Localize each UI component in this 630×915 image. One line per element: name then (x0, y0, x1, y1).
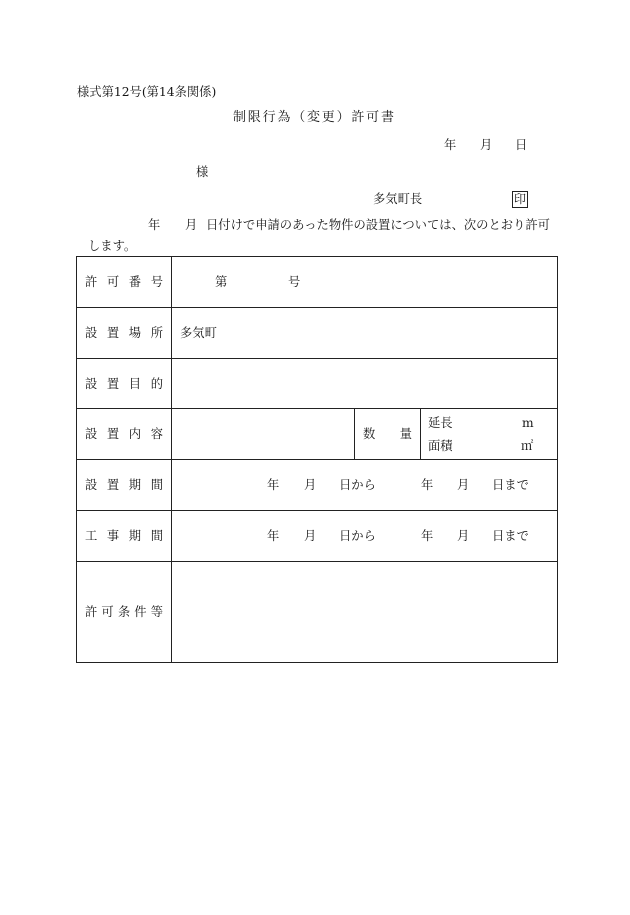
area-label: 面積 (428, 438, 453, 453)
body-text-continued: します。 (88, 239, 137, 253)
document-title: 制限行為（変更）許可書 (233, 110, 394, 125)
permit-number-suffix: 号 (288, 275, 301, 289)
permit-table (76, 256, 558, 663)
length-label: 延長 (428, 415, 453, 430)
issue-date-day: 日 (515, 138, 528, 152)
location-value: 多気町 (180, 326, 217, 340)
construction-from-year: 年 (267, 529, 280, 543)
purpose-label: 設置目的 (85, 376, 163, 391)
purpose-label-cell (77, 359, 172, 409)
issuer-name: 多気町長 (373, 192, 423, 206)
installation-from-month: 月 (304, 478, 317, 492)
permit-number-label: 許可番号 (85, 275, 163, 289)
installation-to-month: 月 (457, 478, 470, 492)
construction-to-day: 日まで (492, 529, 529, 543)
permit-number-prefix: 第 (215, 275, 228, 289)
quantity-label-cell (355, 409, 421, 460)
location-value-cell (172, 308, 558, 359)
construction-from-month: 月 (304, 529, 317, 543)
construction-to-year: 年 (421, 529, 434, 543)
permit-number-value-cell (172, 257, 558, 308)
table-row-purpose (77, 359, 558, 409)
recipient-honorific: 様 (196, 165, 209, 179)
table-row-conditions (77, 562, 558, 663)
installation-to-year: 年 (421, 478, 434, 492)
permit-number-label-cell (77, 257, 172, 308)
location-label: 設置場所 (85, 326, 163, 340)
conditions-value-cell (172, 562, 558, 663)
quantity-value-cell (421, 409, 558, 460)
table-row-installation-period (77, 460, 558, 511)
construction-to-month: 月 (457, 529, 470, 543)
content-label-cell (77, 409, 172, 460)
construction-period-value-cell (172, 511, 558, 562)
purpose-value-cell (172, 359, 558, 409)
body-month: 月 (185, 218, 198, 232)
issue-date-month: 月 (480, 138, 493, 152)
issue-date-year: 年 (444, 138, 457, 152)
installation-from-day: 日から (339, 478, 376, 492)
body-text: 日付けで申請のあった物件の設置については、次のとおり許可 (206, 218, 550, 232)
installation-to-day: 日まで (492, 478, 529, 492)
content-value-cell (172, 409, 355, 460)
installation-period-label: 設置期間 (85, 478, 163, 492)
conditions-label-cell (77, 562, 172, 663)
length-unit: m (522, 415, 534, 430)
table-row-permit-number (77, 257, 558, 308)
table-row-construction-period (77, 511, 558, 562)
conditions-label: 許可条件等 (85, 605, 163, 619)
construction-period-label: 工事期間 (85, 529, 163, 543)
body-year: 年 (148, 218, 161, 232)
table-row-location (77, 308, 558, 359)
construction-period-label-cell (77, 511, 172, 562)
form-number: 様式第12号(第14条関係) (77, 85, 217, 99)
location-label-cell (77, 308, 172, 359)
installation-from-year: 年 (267, 478, 280, 492)
quantity-label: 数量 (363, 427, 412, 441)
seal-mark: 印 (513, 192, 526, 206)
content-label: 設置内容 (85, 427, 163, 441)
area-unit: ㎡ (521, 438, 534, 453)
installation-period-value-cell (172, 460, 558, 511)
installation-period-label-cell (77, 460, 172, 511)
table-row-content (77, 409, 558, 460)
construction-from-day: 日から (339, 529, 376, 543)
